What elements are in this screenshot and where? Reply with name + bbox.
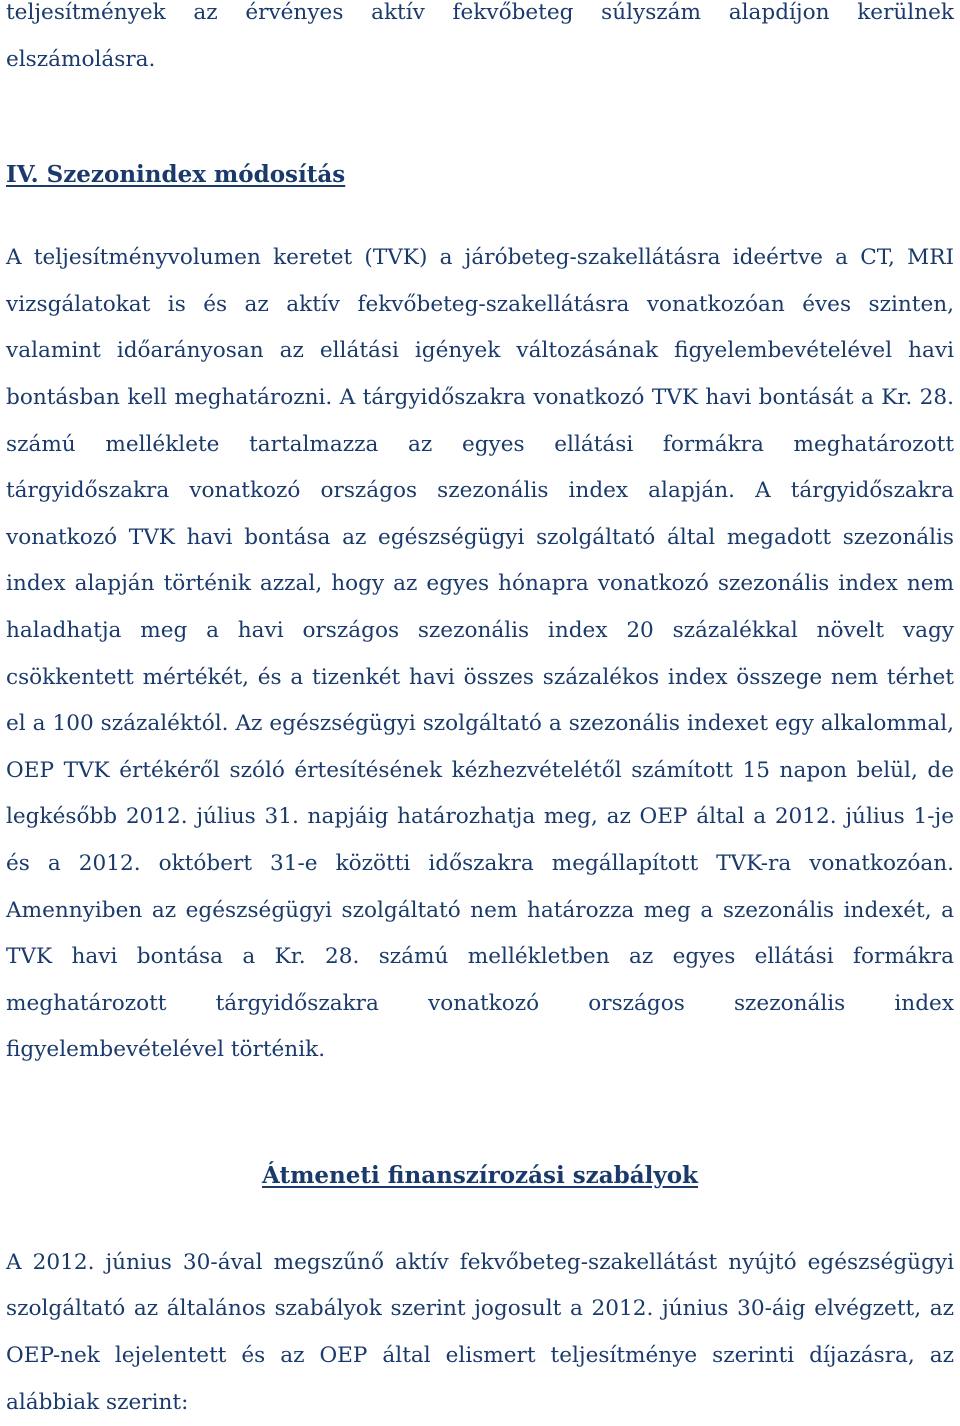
transition-heading: Átmeneti finanszírozási szabályok xyxy=(262,1161,698,1189)
section-title: Szezonindex módosítás xyxy=(46,161,346,189)
section-heading xyxy=(6,155,954,195)
intro-paragraph: teljesítmények az érvényes aktív fekvőbeteg súlyszám alapdíjon kerülnek elszámolásra. xyxy=(6,0,954,72)
document-page xyxy=(6,0,954,1426)
section-number: IV. xyxy=(6,161,39,189)
transition-paragraph: A 2012. június 30-ával megszűnő aktív fekvőbeteg-szakellátást nyújtó egészségügyi szolgáltató az általános szabályok szerint jogosult a 2012. június 30-áig elvégzett, az OEP-nek lejelentett és az OEP által elismert teljesítménye szerinti díjazásra, az alábbiak szerint: xyxy=(6,1249,954,1415)
section-paragraph: A teljesítményvolumen keretet (TVK) a járóbeteg-szakellátásra ideértve a CT, MRI vizsgálatokat is és az aktív fekvőbeteg-szakellátásra vonatkozóan éves szinten, valamint időarányosan az ellátási igények változásának figyelembevételével havi bontásban kell meghatározni. A tárgyidőszakra vonatkozó TVK havi bontását a Kr. 28. számú melléklete tartalmazza az egyes ellátási formákra meghatározott tárgyidőszakra vonatkozó országos szezonális index alapján. A tárgyidőszakra vonatkozó TVK havi bontása az egészségügyi szolgáltató által megadott szezonális index alapján történik azzal, hogy az egyes hónapra vonatkozó szezonális index nem haladhatja meg a havi országos szezonális index 20 százalékkal növelt vagy csökkentett mértékét, és a tizenkét havi összes százalékos index összege nem térhet el a 100 százaléktól. Az egészségügyi szolgáltató a szezonális indexet egy alkalommal, OEP TVK értékéről szóló értesítésének kézhezvételétől számított 15 napon belül, de legkésőbb 2012. július 31. napjáig határozhatja meg, az OEP által a 2012. július 1-je és a 2012. októbert 31-e közötti időszakra megállapított TVK-ra vonatkozóan. Amennyiben az egészségügyi szolgáltató nem határozza meg a szezonális indexét, a TVK havi bontása a Kr. 28. számú mellékletben az egyes ellátási formákra meghatározott tárgyidőszakra vonatkozó országos szezonális index figyelembevételével történik. xyxy=(6,245,954,1063)
